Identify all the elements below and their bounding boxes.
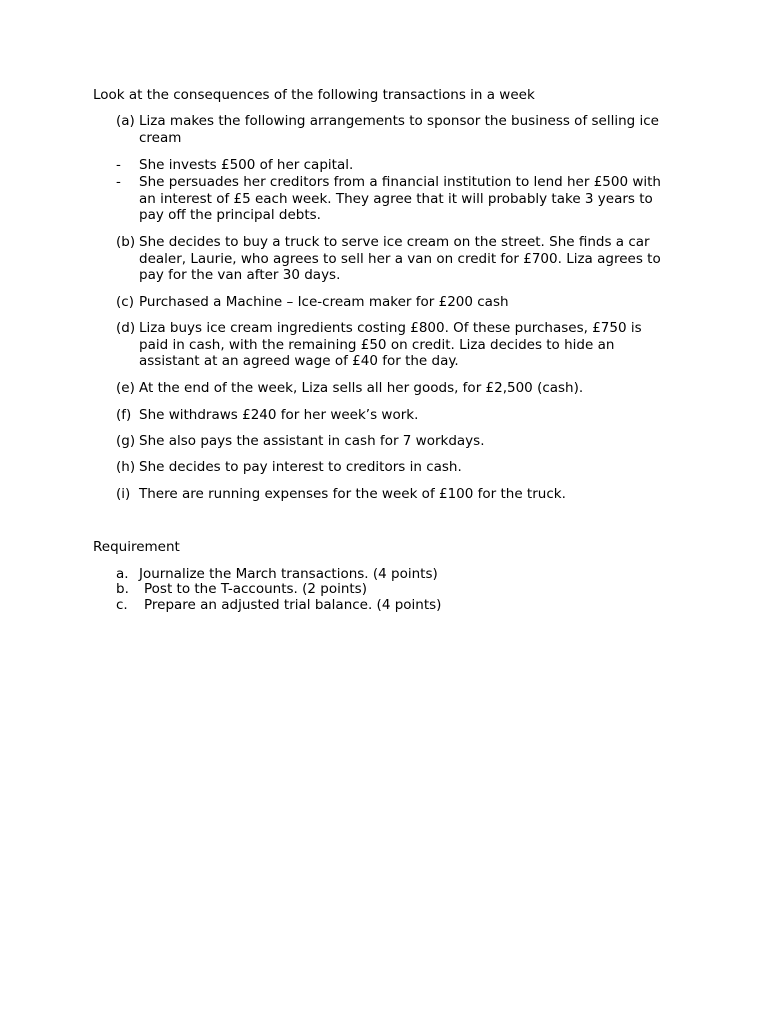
transaction-item-b <box>116 234 676 284</box>
item-marker: (c) <box>116 294 134 310</box>
transaction-item-g <box>116 433 676 450</box>
item-text: Liza buys ice cream ingredients costing £800. Of these purchases, £750 is paid in cash, with the remaining £50 on credit. Liza decides to hide an assistant at an agreed wage of £40 for the day. <box>139 320 642 369</box>
requirement-text: Prepare an adjusted trial balance. (4 points) <box>144 597 442 613</box>
transaction-item-e <box>116 380 676 397</box>
item-marker: (b) <box>116 234 136 250</box>
transaction-subitem-loan <box>116 174 676 224</box>
item-marker: (d) <box>116 320 136 336</box>
item-marker: - <box>116 157 121 173</box>
item-marker: (e) <box>116 380 135 396</box>
requirement-marker: b. <box>116 581 129 597</box>
requirement-heading: Requirement <box>93 539 180 555</box>
transaction-item-c <box>116 294 676 311</box>
transaction-item-i <box>116 486 676 503</box>
item-text: At the end of the week, Liza sells all her goods, for £2,500 (cash). <box>139 380 584 396</box>
transaction-item-f <box>116 407 676 424</box>
transaction-item-h <box>116 459 676 476</box>
item-marker: (g) <box>116 433 136 449</box>
item-text: There are running expenses for the week of £100 for the truck. <box>139 486 566 502</box>
item-text: She persuades her creditors from a financial institution to lend her £500 with an interest of £5 each week. They agree that it will probably take 3 years to pay off the principal debts. <box>139 174 661 223</box>
item-marker: (f) <box>116 407 132 423</box>
requirement-marker: c. <box>116 597 128 613</box>
item-text: She invests £500 of her capital. <box>139 157 354 173</box>
item-marker: (h) <box>116 459 136 475</box>
item-marker: (a) <box>116 113 135 129</box>
transaction-subitem-capital <box>116 157 676 174</box>
item-text: Liza makes the following arrangements to sponsor the business of selling ice cream <box>139 113 659 146</box>
item-text: Purchased a Machine – Ice-cream maker for £200 cash <box>139 294 509 310</box>
item-text: She withdraws £240 for her week’s work. <box>139 407 419 423</box>
item-text: She decides to buy a truck to serve ice cream on the street. She finds a car dealer, Laurie, who agrees to sell her a van on credit for £700. Liza agrees to pay for the van after 30 days. <box>139 234 661 283</box>
item-marker: (i) <box>116 486 131 502</box>
requirement-text: Post to the T-accounts. (2 points) <box>144 581 367 597</box>
intro-text: Look at the consequences of the following transactions in a week <box>93 87 535 103</box>
requirement-text: Journalize the March transactions. (4 points) <box>139 566 438 582</box>
item-text: She decides to pay interest to creditors in cash. <box>139 459 462 475</box>
item-text: She also pays the assistant in cash for 7 workdays. <box>139 433 485 449</box>
requirement-marker: a. <box>116 566 129 582</box>
transaction-item-d <box>116 320 676 370</box>
transaction-item-a <box>116 113 676 146</box>
item-marker: - <box>116 174 121 190</box>
